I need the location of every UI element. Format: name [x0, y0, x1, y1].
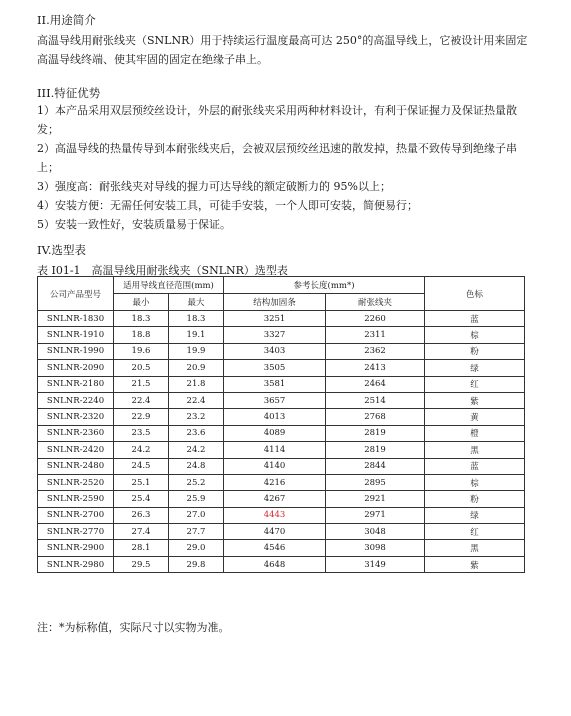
cell-color-code: 绿	[425, 360, 525, 376]
cell-max-diameter: 29.0	[169, 540, 224, 556]
cell-model: SNLNR-2590	[38, 491, 114, 507]
cell-model: SNLNR-2360	[38, 425, 114, 441]
cell-min-diameter: 18.8	[114, 327, 169, 343]
cell-color-code: 紫	[425, 556, 525, 572]
table-row	[38, 524, 525, 540]
cell-min-diameter: 29.5	[114, 556, 169, 572]
cell-clamp-length: 2311	[326, 327, 425, 343]
cell-model: SNLNR-2900	[38, 540, 114, 556]
cell-clamp-length: 2413	[326, 360, 425, 376]
feature-item: 4）安装方便：无需任何安装工具，可徒手安装，一个人即可安装，简便易行；	[37, 199, 418, 212]
cell-max-diameter: 29.8	[169, 556, 224, 572]
cell-clamp-length: 2844	[326, 458, 425, 474]
cell-reinforce-length: 4114	[224, 442, 326, 458]
feature-item: 1）本产品采用双层预绞丝设计，外层的耐张线夹采用两种材料设计，有利于保证握力及保证热量散发；	[37, 104, 517, 136]
cell-min-diameter: 25.1	[114, 474, 169, 490]
header-reinforce-rod: 结构加固条	[224, 294, 326, 311]
table-row	[38, 376, 525, 392]
cell-reinforce-length: 4013	[224, 409, 326, 425]
header-reference-length: 参考长度(mm*)	[224, 277, 425, 294]
header-model: 公司产品型号	[38, 277, 114, 311]
feature-item: 2）高温导线的热量传导到本耐张线夹后，会被双层预绞丝迅速的散发掉，热量不致传导到绝缘子串上；	[37, 142, 517, 174]
cell-max-diameter: 23.2	[169, 409, 224, 425]
header-tension-clamp: 耐张线夹	[326, 294, 425, 311]
selection-table	[37, 276, 525, 573]
section-heading-selection: IV.选型表	[37, 243, 86, 257]
cell-min-diameter: 21.5	[114, 376, 169, 392]
cell-reinforce-length: 3581	[224, 376, 326, 392]
cell-reinforce-length: 3505	[224, 360, 326, 376]
cell-max-diameter: 22.4	[169, 392, 224, 408]
cell-max-diameter: 21.8	[169, 376, 224, 392]
cell-clamp-length: 2895	[326, 474, 425, 490]
header-color-code: 色标	[425, 277, 525, 311]
table-body	[38, 311, 525, 573]
cell-clamp-length: 2971	[326, 507, 425, 523]
table-row	[38, 442, 525, 458]
cell-color-code: 橙	[425, 425, 525, 441]
cell-model: SNLNR-2700	[38, 507, 114, 523]
cell-model: SNLNR-1910	[38, 327, 114, 343]
cell-max-diameter: 27.0	[169, 507, 224, 523]
cell-reinforce-length: 3327	[224, 327, 326, 343]
cell-reinforce-length: 4470	[224, 524, 326, 540]
cell-reinforce-length: 3251	[224, 311, 326, 327]
footnote: 注：*为标称值，实际尺寸以实物为准。	[37, 621, 230, 634]
cell-max-diameter: 19.1	[169, 327, 224, 343]
cell-min-diameter: 27.4	[114, 524, 169, 540]
cell-clamp-length: 2514	[326, 392, 425, 408]
cell-max-diameter: 20.9	[169, 360, 224, 376]
section-heading-features: III.特征优势	[37, 86, 101, 100]
cell-model: SNLNR-2480	[38, 458, 114, 474]
header-max: 最大	[169, 294, 224, 311]
cell-color-code: 黑	[425, 540, 525, 556]
cell-max-diameter: 24.2	[169, 442, 224, 458]
cell-max-diameter: 24.8	[169, 458, 224, 474]
cell-color-code: 紫	[425, 392, 525, 408]
cell-clamp-length: 2362	[326, 343, 425, 359]
cell-reinforce-length: 4267	[224, 491, 326, 507]
cell-color-code: 蓝	[425, 458, 525, 474]
table-row	[38, 474, 525, 490]
cell-max-diameter: 19.9	[169, 343, 224, 359]
cell-color-code: 棕	[425, 327, 525, 343]
table-row	[38, 360, 525, 376]
cell-model: SNLNR-2180	[38, 376, 114, 392]
cell-color-code: 黑	[425, 442, 525, 458]
cell-min-diameter: 19.6	[114, 343, 169, 359]
cell-model: SNLNR-2520	[38, 474, 114, 490]
cell-reinforce-length: 3403	[224, 343, 326, 359]
table-row	[38, 343, 525, 359]
cell-model: SNLNR-2240	[38, 392, 114, 408]
cell-reinforce-length: 4216	[224, 474, 326, 490]
table-row	[38, 540, 525, 556]
cell-model: SNLNR-1830	[38, 311, 114, 327]
cell-max-diameter: 27.7	[169, 524, 224, 540]
cell-color-code: 绿	[425, 507, 525, 523]
cell-clamp-length: 3098	[326, 540, 425, 556]
cell-model: SNLNR-2320	[38, 409, 114, 425]
table-row	[38, 311, 525, 327]
cell-clamp-length: 2260	[326, 311, 425, 327]
cell-model: SNLNR-2980	[38, 556, 114, 572]
purpose-paragraph	[37, 31, 537, 69]
cell-clamp-length: 3149	[326, 556, 425, 572]
cell-model: SNLNR-2770	[38, 524, 114, 540]
cell-model: SNLNR-2090	[38, 360, 114, 376]
cell-min-diameter: 25.4	[114, 491, 169, 507]
cell-min-diameter: 18.3	[114, 311, 169, 327]
cell-reinforce-length: 3657	[224, 392, 326, 408]
cell-color-code: 红	[425, 376, 525, 392]
table-row	[38, 425, 525, 441]
header-diameter-range: 适用导线直径范围(mm)	[114, 277, 224, 294]
header-min: 最小	[114, 294, 169, 311]
cell-min-diameter: 22.4	[114, 392, 169, 408]
feature-item: 5）安装一致性好，安装质量易于保证。	[37, 218, 231, 231]
table-row	[38, 327, 525, 343]
cell-min-diameter: 24.5	[114, 458, 169, 474]
cell-color-code: 棕	[425, 474, 525, 490]
cell-min-diameter: 24.2	[114, 442, 169, 458]
table-row	[38, 491, 525, 507]
cell-model: SNLNR-2420	[38, 442, 114, 458]
purpose-text: 高温导线用耐张线夹（SNLNR）用于持续运行温度最高可达 250°的高温导线上，它被设计用来固定高温导线终端、使其牢固的固定在绝缘子串上。	[37, 34, 528, 66]
cell-min-diameter: 20.5	[114, 360, 169, 376]
table-caption: 表 I01-1 高温导线用耐张线夹（SNLNR）选型表	[37, 264, 288, 277]
section-heading-purpose: II.用途简介	[37, 13, 96, 27]
cell-reinforce-length: 4140	[224, 458, 326, 474]
cell-clamp-length: 2768	[326, 409, 425, 425]
cell-color-code: 红	[425, 524, 525, 540]
cell-clamp-length: 2819	[326, 442, 425, 458]
cell-color-code: 粉	[425, 343, 525, 359]
cell-reinforce-length: 4546	[224, 540, 326, 556]
cell-clamp-length: 2921	[326, 491, 425, 507]
cell-clamp-length: 2819	[326, 425, 425, 441]
cell-reinforce-length: 4443	[224, 507, 326, 523]
cell-color-code: 粉	[425, 491, 525, 507]
features-list	[37, 101, 537, 234]
cell-reinforce-length: 4648	[224, 556, 326, 572]
cell-max-diameter: 23.6	[169, 425, 224, 441]
feature-item: 3）强度高：耐张线夹对导线的握力可达导线的额定破断力的 95%以上；	[37, 180, 391, 193]
cell-model: SNLNR-1990	[38, 343, 114, 359]
cell-max-diameter: 25.9	[169, 491, 224, 507]
cell-min-diameter: 28.1	[114, 540, 169, 556]
cell-reinforce-length: 4089	[224, 425, 326, 441]
table-row	[38, 392, 525, 408]
table-row	[38, 409, 525, 425]
table-row	[38, 507, 525, 523]
cell-min-diameter: 22.9	[114, 409, 169, 425]
cell-max-diameter: 18.3	[169, 311, 224, 327]
table-row	[38, 458, 525, 474]
cell-clamp-length: 3048	[326, 524, 425, 540]
cell-max-diameter: 25.2	[169, 474, 224, 490]
cell-min-diameter: 26.3	[114, 507, 169, 523]
cell-color-code: 黄	[425, 409, 525, 425]
cell-clamp-length: 2464	[326, 376, 425, 392]
table-row	[38, 556, 525, 572]
cell-min-diameter: 23.5	[114, 425, 169, 441]
cell-color-code: 蓝	[425, 311, 525, 327]
